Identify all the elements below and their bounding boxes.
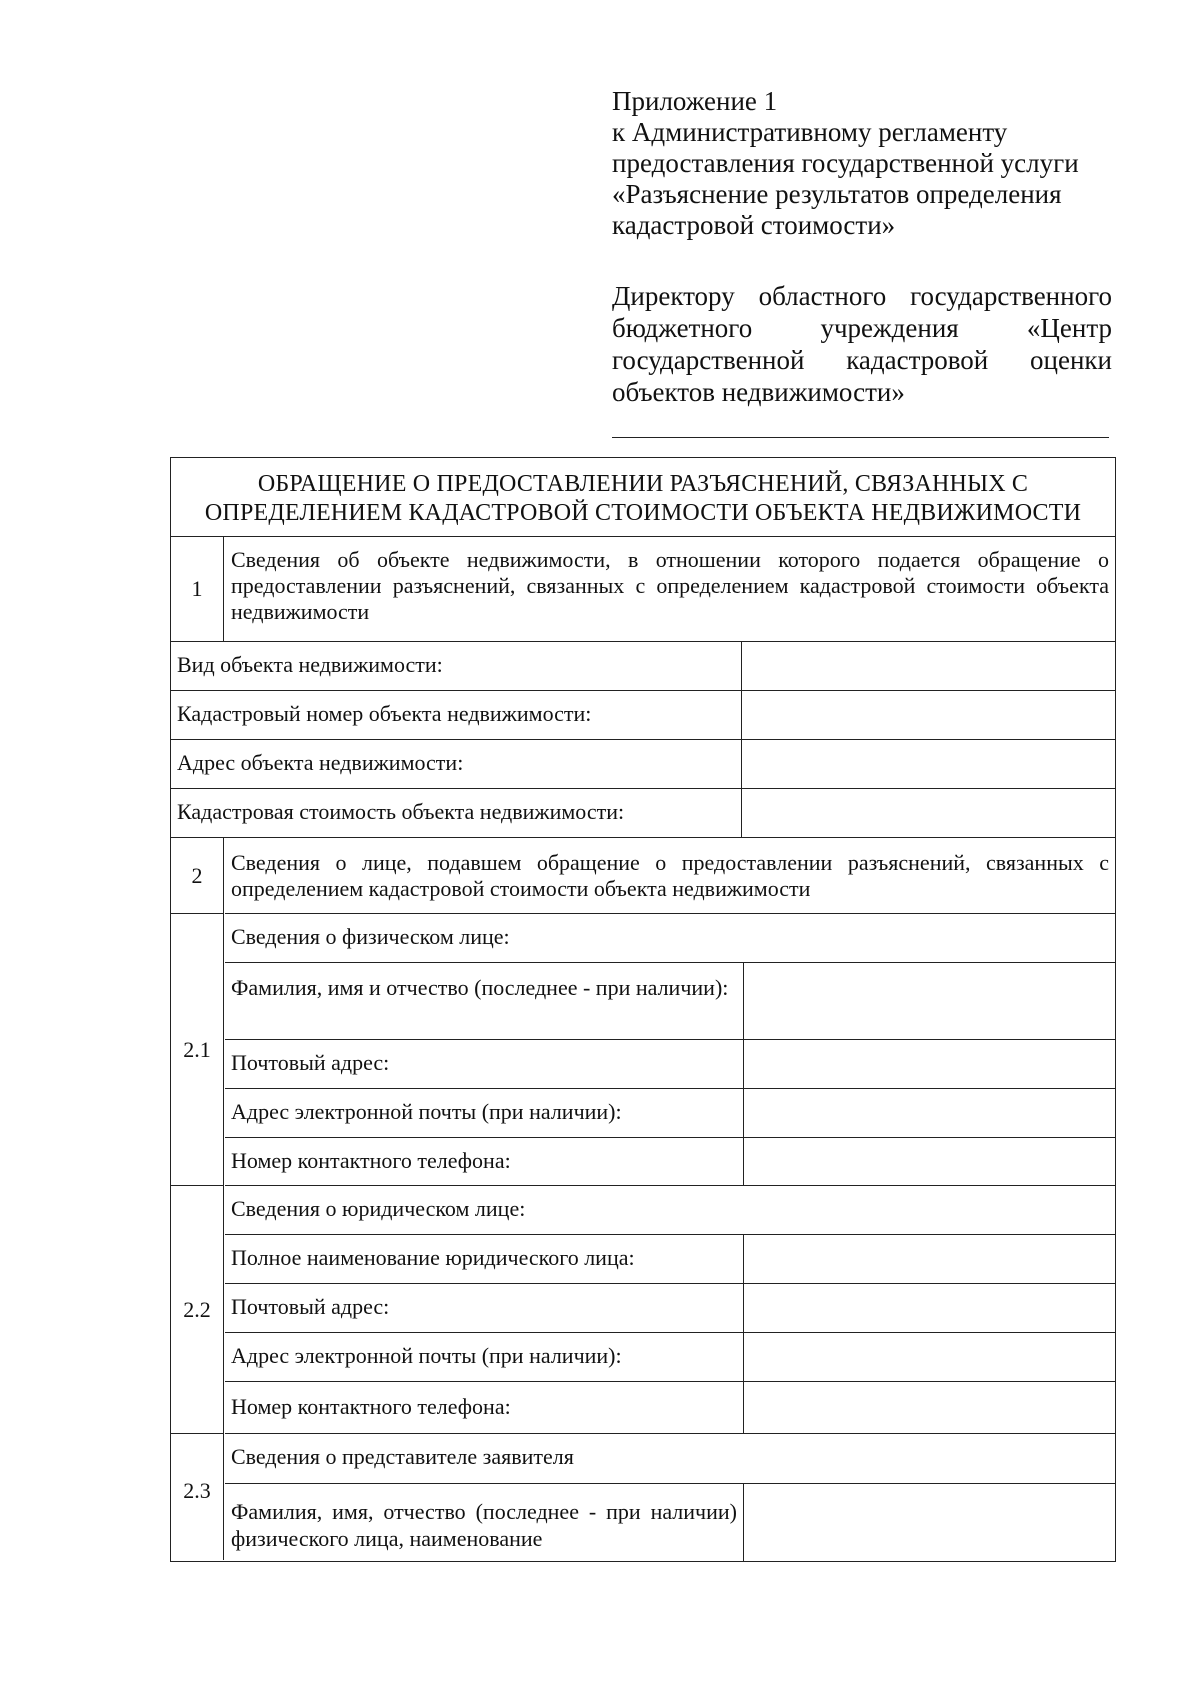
field-label: Адрес электронной почты (при наличии): bbox=[231, 1343, 622, 1368]
table-row bbox=[171, 739, 1115, 788]
appendix-line: «Разъяснение результатов определения bbox=[612, 179, 1062, 209]
table-row bbox=[225, 1088, 1115, 1137]
company-name-input[interactable] bbox=[745, 1235, 1115, 1283]
section-number: 2.1 bbox=[183, 1036, 211, 1062]
form-title-line: ОПРЕДЕЛЕНИЕМ КАДАСТРОВОЙ СТОИМОСТИ ОБЪЕКТА НЕДВИЖИМОСТИ bbox=[204, 500, 1082, 526]
addressee-signature-line[interactable] bbox=[612, 437, 1109, 438]
section-number: 2 bbox=[191, 862, 203, 888]
person-email-input[interactable] bbox=[745, 1089, 1115, 1137]
field-label: Почтовый адрес: bbox=[231, 1294, 390, 1319]
representative-name-input[interactable] bbox=[745, 1484, 1115, 1560]
field-label: Вид объекта недвижимости: bbox=[177, 652, 443, 677]
field-label: Кадастровая стоимость объекта недвижимости: bbox=[177, 799, 625, 824]
field-label: Адрес электронной почты (при наличии): bbox=[231, 1099, 622, 1124]
person-postal-address-input[interactable] bbox=[745, 1040, 1115, 1088]
addressee-block: Директору областного государственного бюджетного учреждения «Центр государственной кадастровой оценки объектов недвижимости» bbox=[612, 281, 1112, 407]
table-row bbox=[225, 1483, 1115, 1560]
cadastral-value-input[interactable] bbox=[743, 789, 1115, 837]
company-phone-input[interactable] bbox=[745, 1382, 1115, 1433]
appendix-line: предоставления государственной услуги bbox=[612, 148, 1079, 178]
object-address-input[interactable] bbox=[743, 740, 1115, 788]
person-full-name-input[interactable] bbox=[745, 963, 1115, 1039]
appendix-header bbox=[612, 86, 1117, 241]
section-1-description: Сведения об объекте недвижимости, в отношении которого подается обращение о предоставлении разъяснений, связанных с определением кадастровой стоимости объекта недвижимости bbox=[231, 547, 1109, 624]
appendix-line: Приложение 1 bbox=[612, 86, 778, 116]
appendix-line: кадастровой стоимости» bbox=[612, 210, 896, 240]
section-number: 1 bbox=[191, 576, 203, 601]
form-title-line: ОБРАЩЕНИЕ О ПРЕДОСТАВЛЕНИИ РАЗЪЯСНЕНИЙ, СВЯЗАННЫХ С bbox=[257, 471, 1029, 497]
section-2-2-heading-row bbox=[225, 1185, 1115, 1234]
section-2-header-row bbox=[171, 837, 1115, 913]
table-row bbox=[225, 1137, 1115, 1185]
section-2-3-heading-row bbox=[225, 1433, 1115, 1483]
section-2-description: Сведения о лице, подавшем обращение о предоставлении разъяснений, связанных с определением кадастровой стоимости объекта недвижимости bbox=[231, 850, 1109, 901]
field-label: Полное наименование юридического лица: bbox=[231, 1245, 635, 1270]
cadastral-number-input[interactable] bbox=[743, 691, 1115, 739]
table-row bbox=[171, 690, 1115, 739]
field-label: Фамилия, имя и отчество (последнее - при наличии): bbox=[231, 975, 729, 1000]
section-2-2-number-cell bbox=[171, 1185, 223, 1433]
field-label: Номер контактного телефона: bbox=[231, 1148, 511, 1173]
person-phone-input[interactable] bbox=[745, 1138, 1115, 1185]
section-1-header-row bbox=[171, 536, 1115, 641]
table-row bbox=[225, 1381, 1115, 1433]
section-heading: Сведения о представителе заявителя bbox=[231, 1444, 574, 1469]
section-heading: Сведения о юридическом лице: bbox=[231, 1196, 526, 1221]
form-title bbox=[171, 458, 1115, 536]
object-type-input[interactable] bbox=[743, 642, 1115, 690]
section-2-1-number-cell bbox=[171, 913, 223, 1185]
table-row bbox=[225, 1283, 1115, 1332]
company-postal-address-input[interactable] bbox=[745, 1284, 1115, 1332]
field-label: Номер контактного телефона: bbox=[231, 1394, 511, 1419]
table-row bbox=[225, 1234, 1115, 1283]
section-heading: Сведения о физическом лице: bbox=[231, 924, 510, 949]
field-label: Кадастровый номер объекта недвижимости: bbox=[177, 701, 592, 726]
section-number: 2.3 bbox=[183, 1478, 211, 1503]
section-2-1-heading-row bbox=[225, 913, 1115, 962]
section-number: 2.2 bbox=[183, 1296, 211, 1322]
company-email-input[interactable] bbox=[745, 1333, 1115, 1381]
table-row bbox=[171, 788, 1115, 837]
appendix-line: к Административному регламенту bbox=[612, 117, 1008, 147]
field-label: Адрес объекта недвижимости: bbox=[177, 750, 464, 775]
field-label: Фамилия, имя, отчество (последнее - при наличии) физического лица, наименование bbox=[231, 1499, 737, 1551]
table-row bbox=[171, 641, 1115, 690]
field-label: Почтовый адрес: bbox=[231, 1050, 390, 1075]
section-2-3-number-cell bbox=[171, 1433, 223, 1560]
table-row bbox=[225, 1039, 1115, 1088]
table-row bbox=[225, 962, 1115, 1039]
appeal-form-table bbox=[170, 457, 1116, 1562]
table-row bbox=[225, 1332, 1115, 1381]
